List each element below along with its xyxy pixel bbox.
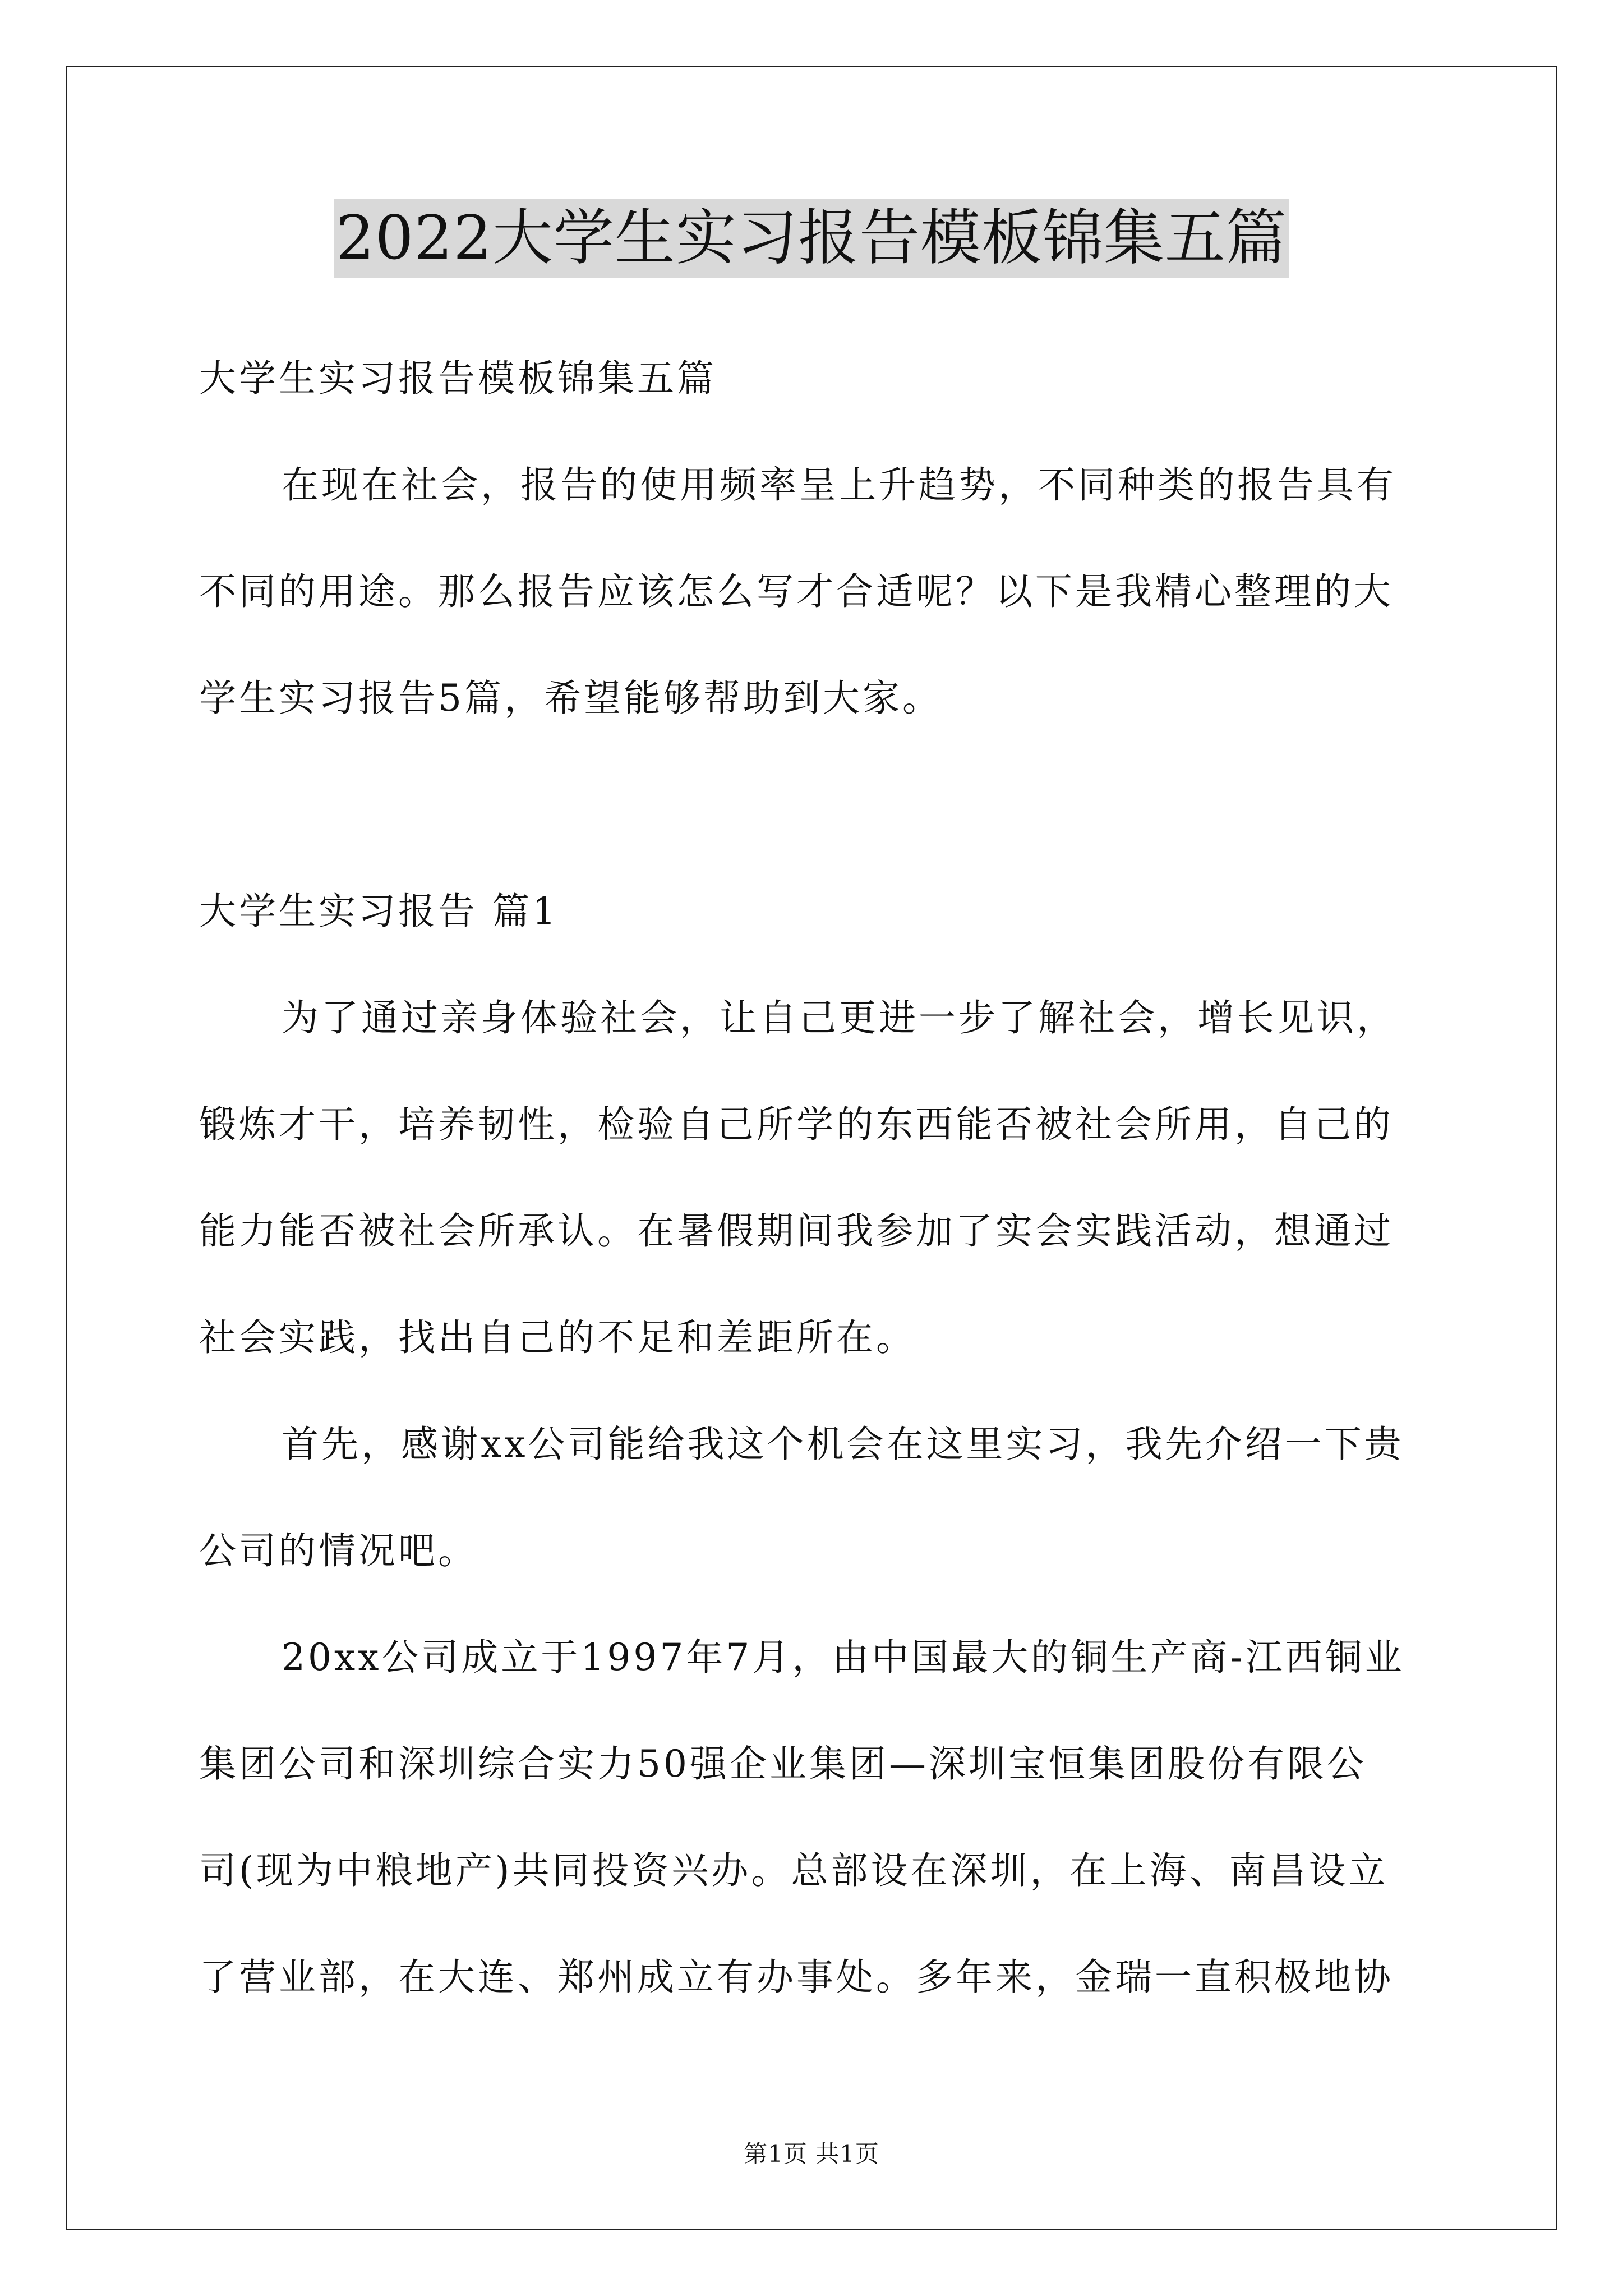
intro-line-2: 不同的用途。那么报告应该怎么写才合适呢？以下是我精心整理的大 xyxy=(199,570,1394,613)
intro-line-1: 在现在社会，报告的使用频率呈上升趋势，不同种类的报告具有 xyxy=(282,463,1396,507)
paragraph3-line-1: 20xx公司成立于1997年7月，由中国最大的铜生产商-江西铜业 xyxy=(282,1636,1405,1679)
intro-line-3: 学生实习报告5篇，希望能够帮助到大家。 xyxy=(199,677,942,720)
paragraph1-line-3: 能力能否被社会所承认。在暑假期间我参加了实会实践活动，想通过 xyxy=(199,1209,1394,1253)
document-title: 2022大学生实习报告模板锦集五篇 xyxy=(334,199,1289,278)
paragraph1-line-2: 锻炼才干，培养韧性，检验自己所学的东西能否被社会所用，自己的 xyxy=(199,1103,1394,1146)
paragraph2-line-2: 公司的情况吧。 xyxy=(199,1529,478,1572)
paragraph1-line-4: 社会实践，找出自己的不足和差距所在。 xyxy=(199,1316,916,1359)
paragraph3-line-3: 司(现为中粮地产)共同投资兴办。总部设在深圳，在上海、南昌设立 xyxy=(199,1849,1389,1892)
paragraph2-line-1: 首先，感谢xx公司能给我这个机会在这里实习，我先介绍一下贵 xyxy=(282,1423,1404,1466)
title-container xyxy=(0,199,1623,278)
document-subtitle: 大学生实习报告模板锦集五篇 xyxy=(199,357,717,400)
section-heading: 大学生实习报告 篇1 xyxy=(199,890,559,933)
paragraph1-line-1: 为了通过亲身体验社会，让自己更进一步了解社会，增长见识， xyxy=(282,996,1396,1039)
page-footer: 第1页 共1页 xyxy=(744,2140,879,2168)
paragraph3-line-2: 集团公司和深圳综合实力50强企业集团—深圳宝恒集团股份有限公 xyxy=(199,1742,1367,1786)
paragraph3-line-4: 了营业部，在大连、郑州成立有办事处。多年来，金瑞一直积极地协 xyxy=(199,1955,1394,1999)
